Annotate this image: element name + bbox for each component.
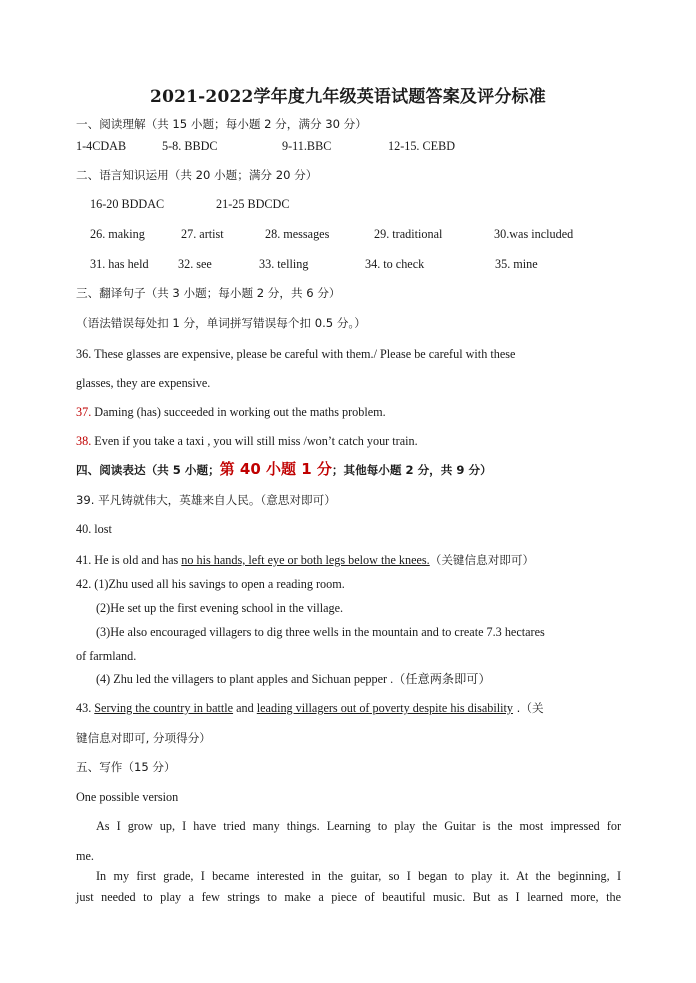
q43-key-info-1: Serving the country in battle — [94, 701, 234, 715]
q43-key-info-2: leading villagers out of poverty despite his disability — [256, 701, 513, 715]
question-number: 37. — [76, 405, 92, 419]
q42-item3-part1: (3)He also encouraged villagers to dig three wells in the mountain and to create 7.3 hectares — [96, 625, 545, 639]
q43-note-start: .（关 — [513, 701, 544, 715]
answer-cell: 31. has held — [90, 257, 149, 271]
essay-paragraph1-line1: As I grow up, I have tried many things. Learning to play the Guitar is the most impressed for — [96, 819, 621, 833]
answer-cell: 27. artist — [181, 227, 224, 241]
grading-note: （语法错误每处扣 1 分，单词拼写错误每个扣 0.5 分。） — [76, 316, 366, 330]
section5-header: 五、写作（15 分） — [76, 760, 176, 774]
q36-answer-part1: These glasses are expensive, please be careful with them./ Please be careful with these — [94, 347, 516, 361]
answer-cell: 9-11.BBC — [282, 139, 332, 153]
essay-paragraph2-line2: just needed to play a few strings to make a piece of beautiful music. But as I learned more, the — [76, 890, 621, 904]
answer-cell: 21-25 BDCDC — [216, 197, 290, 211]
q42-item2: (2)He set up the first evening school in the village. — [96, 601, 344, 615]
q43-connector: and — [233, 701, 257, 715]
answer-cell: 34. to check — [365, 257, 425, 271]
q41-note: （关键信息对即可） — [429, 553, 535, 567]
q43-line1 — [76, 700, 544, 716]
sample-version-label: One possible version — [76, 790, 179, 804]
answer-cell: 32. see — [178, 257, 212, 271]
section4-highlight: 第 40 小题 1 分 — [219, 460, 332, 478]
answer-cell: 28. messages — [265, 227, 330, 241]
q43-note-end: 键信息对即可, 分项得分） — [76, 731, 211, 745]
section4-header — [76, 461, 492, 478]
q38-answer: Even if you take a taxi , you will still miss /won’t catch your train. — [94, 434, 418, 448]
q40-answer: 40. lost — [76, 522, 112, 536]
section4-header-end: ；其他每小题 2 分，共 9 分） — [331, 463, 492, 477]
q41-answer-start: 41. He is old and has — [76, 553, 182, 567]
answer-cell: 16-20 BDDAC — [90, 197, 165, 211]
q36-answer-part2: glasses, they are expensive. — [76, 376, 211, 390]
q36-line1 — [76, 346, 515, 362]
q38-line — [76, 433, 418, 449]
question-number: 36. — [76, 347, 92, 361]
q42-item1: 42. (1)Zhu used all his savings to open a reading room. — [76, 577, 345, 591]
section4-header-start: 四、阅读表达（共 5 小题； — [76, 463, 220, 477]
answer-cell: 5-8. BBDC — [162, 139, 218, 153]
answer-cell: 1-4CDAB — [76, 139, 127, 153]
section2-header: 二、语言知识运用（共 20 小题；满分 20 分） — [76, 168, 318, 182]
answer-cell: 35. mine — [495, 257, 538, 271]
q39-answer: 39. 平凡铸就伟大，英雄来自人民。（意思对即可） — [76, 493, 336, 507]
q42-item4: (4) Zhu led the villagers to plant apples and Sichuan pepper .（任意两条即可） — [96, 672, 491, 686]
question-number: 38. — [76, 434, 92, 448]
q41-line — [76, 552, 534, 568]
answer-cell: 33. telling — [259, 257, 309, 271]
section3-header: 三、翻译句子（共 3 小题；每小题 2 分，共 6 分） — [76, 286, 341, 300]
q37-answer: Daming (has) succeeded in working out the maths problem. — [94, 405, 386, 419]
q42-item3-part2: of farmland. — [76, 649, 137, 663]
page-title: 2021-2022学年度九年级英语试题答案及评分标准 — [150, 87, 546, 107]
section1-header: 一、阅读理解（共 15 小题；每小题 2 分，满分 30 分） — [76, 117, 367, 131]
q37-line — [76, 404, 386, 420]
q41-key-info: no his hands, left eye or both legs below the knees. — [181, 553, 430, 567]
answer-cell: 26. making — [90, 227, 145, 241]
answer-cell: 29. traditional — [374, 227, 443, 241]
essay-paragraph2-line1: In my first grade, I became interested in the guitar, so I began to play it. At the beginning, I — [96, 869, 621, 883]
question-number: 43. — [76, 701, 95, 715]
essay-paragraph1-line2: me. — [76, 849, 94, 863]
answer-cell: 12-15. CEBD — [388, 139, 456, 153]
answer-cell: 30.was included — [494, 227, 574, 241]
